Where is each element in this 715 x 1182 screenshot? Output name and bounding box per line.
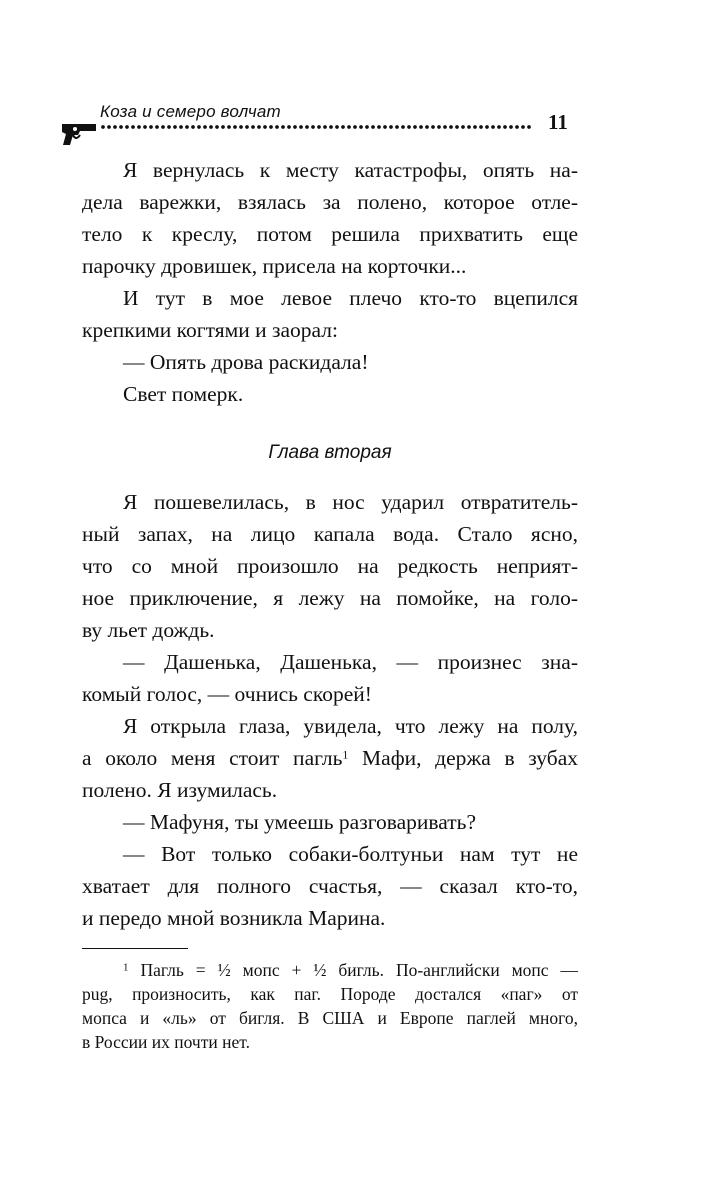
text-line: дела варежки, взялась за полено, которое отле-	[82, 190, 578, 214]
text-line: И тут в мое левое плечо кто-то вцепился	[123, 286, 578, 310]
text-line: Свет померк.	[123, 382, 244, 406]
text-line: крепкими когтями и заорал:	[82, 318, 338, 342]
text-line: — Дашенька, Дашенька, — произнес зна-	[123, 650, 578, 674]
text-line: хватает для полного счастья, — сказал кто-то,	[82, 874, 578, 898]
text-line: ву льет дождь.	[82, 618, 215, 642]
footnote-line	[82, 958, 578, 982]
text-line: — Мафуня, ты умеешь разговаривать?	[123, 810, 477, 834]
text-line: парочку дровишек, присела на корточки...	[82, 254, 467, 278]
chapter-title: Глава вторая	[268, 442, 392, 463]
text-line: Я пошевелилась, в нос ударил отвратитель-	[123, 490, 578, 514]
text-line: тело к креслу, потом решила прихватить еще	[82, 222, 578, 246]
footnote-line: в России их почти нет.	[82, 1032, 250, 1052]
text-line: ное приключение, я лежу на помойке, на голо-	[82, 586, 578, 610]
footnote-marker: 1	[123, 961, 129, 974]
running-header-title: Коза и семеро волчат	[100, 102, 281, 121]
text-line: Я вернулась к месту катастрофы, опять на-	[123, 158, 578, 182]
footnote-line: мопса и «ль» от бигля. В США и Европе паглей много,	[82, 1008, 578, 1028]
footnote-reference[interactable]: 1	[342, 747, 349, 762]
text-line: и передо мной возникла Марина.	[82, 906, 386, 930]
text-fragment: Мафи, держа в зубах	[362, 746, 578, 770]
footnote-line: pug, произносить, как паг. Породе достался «паг» от	[82, 984, 578, 1004]
header-dotted-leader	[100, 124, 532, 130]
text-line: комый голос, — очнись скорей!	[82, 682, 372, 706]
text-line: полено. Я изумилась.	[82, 778, 278, 802]
paragraph-block-1	[82, 154, 578, 410]
text-line: — Вот только собаки-болтуньи нам тут не	[123, 842, 578, 866]
text-line: Я открыла глаза, увидела, что лежу на полу,	[123, 714, 578, 738]
footnote-text: Пагль = ½ мопс + ½ бигль. По-английски мопс —	[140, 960, 578, 980]
text-line	[82, 742, 578, 774]
paragraph-block-2	[82, 486, 578, 934]
footnote-divider	[82, 948, 188, 949]
text-line: — Опять дрова раскидала!	[123, 350, 369, 374]
text-line: что со мной произошло на редкость неприят-	[82, 554, 578, 578]
text-line: ный запах, на лицо капала вода. Стало ясно,	[82, 522, 578, 546]
page-number: 11	[548, 110, 568, 134]
footnote	[82, 958, 578, 1054]
revolver-icon	[60, 121, 98, 147]
text-fragment: а около меня стоит пагль	[82, 746, 343, 770]
